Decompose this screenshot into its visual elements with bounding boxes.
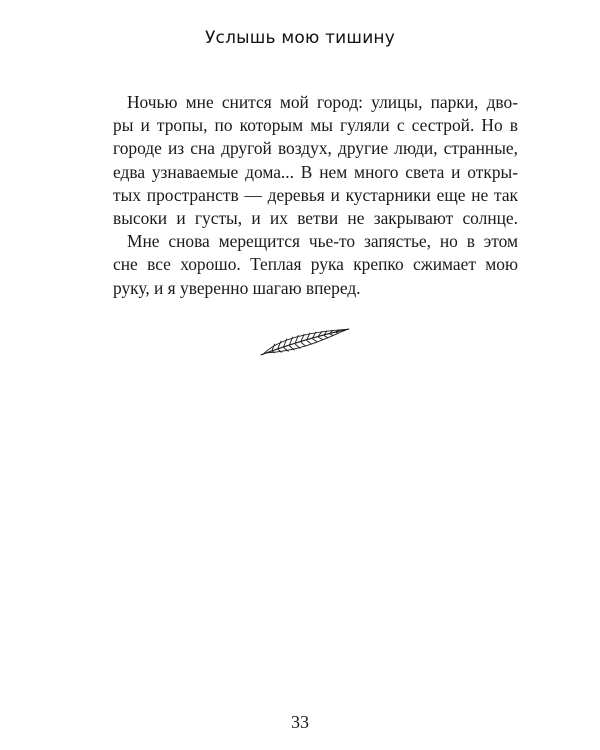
running-header: Услышь мою тишину (204, 28, 396, 48)
text-line: тых пространств — деревья и кустарники еще не так (113, 184, 518, 205)
text-line: высоки и густы, и их ветви не закрывают солнце. (113, 208, 518, 229)
text-line: руку, и я уверенно шагаю вперед. (113, 277, 361, 298)
text-line: городе из сна другой воздух, другие люди, странные, (113, 138, 518, 159)
text-line: Ночью мне снится мой город: улицы, парки, дво- (127, 92, 518, 112)
body-text (113, 91, 518, 300)
text-line: Мне снова мерещится чье-то запястье, но в этом (127, 231, 518, 252)
text-line: едва узнаваемые дома... В нем много света и откры- (113, 161, 518, 182)
paragraph-1 (113, 91, 518, 230)
paragraph-2 (113, 230, 518, 300)
page-number: 33 (291, 712, 309, 732)
text-line: сне все хорошо. Теплая рука крепко сжимает мою (113, 254, 518, 275)
feather-icon (257, 322, 357, 362)
text-line: ры и тропы, по которым мы гуляли с сестрой. Но в (113, 115, 518, 136)
